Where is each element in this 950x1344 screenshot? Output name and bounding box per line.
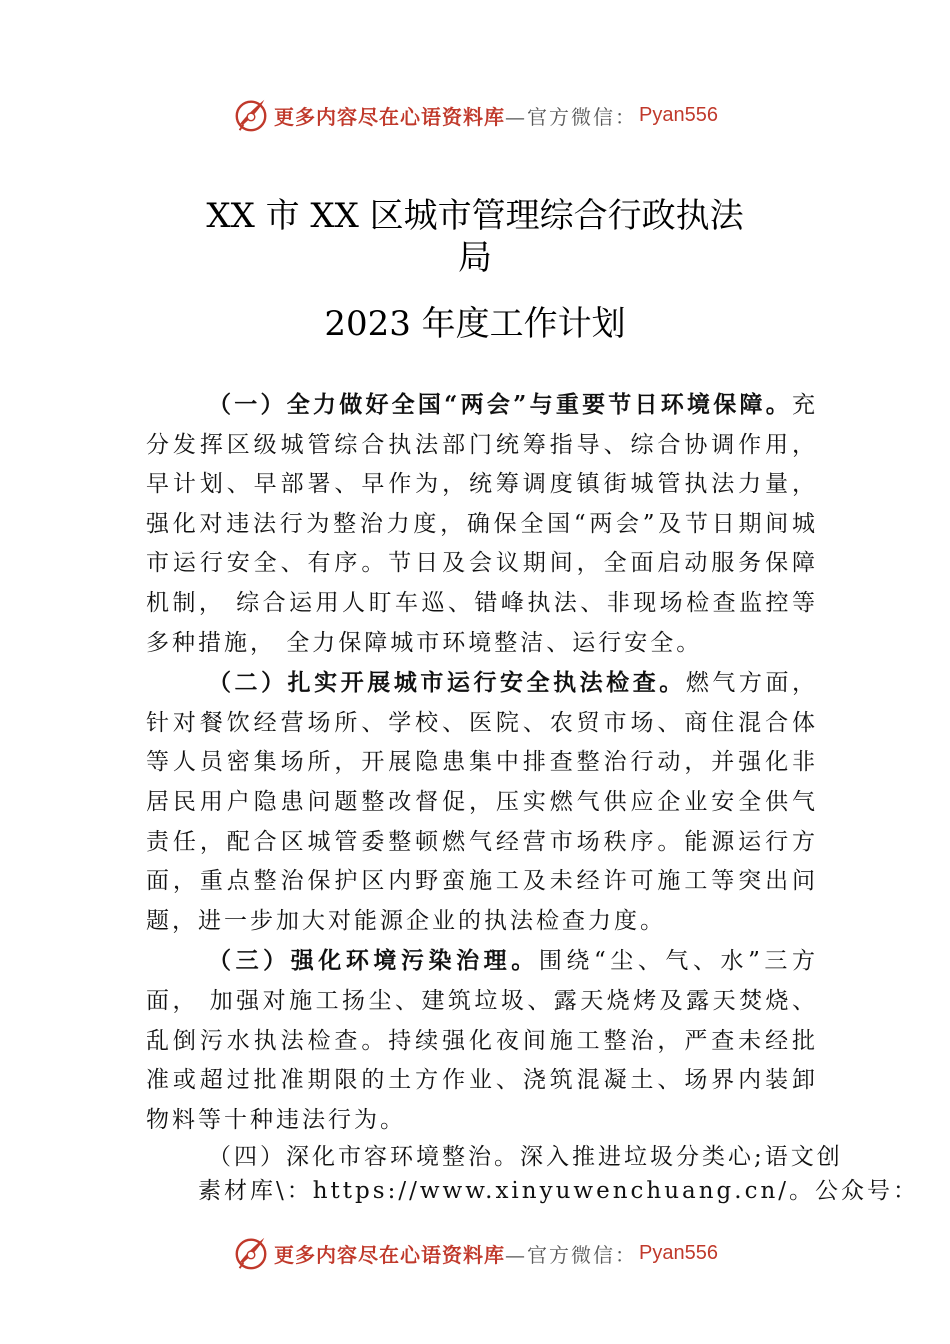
header-banner [0,95,950,135]
quill-seal-logo-icon [232,1234,270,1272]
banner-main-text: 更多内容尽在心语资料库 [274,1242,506,1267]
footer-banner [0,1233,950,1273]
section-paragraph [146,385,818,663]
banner-wechat-id: Pyan556 [639,103,718,126]
section-heading: （二）扎实开展城市运行安全执法检查。 [208,669,686,697]
section-body: 围绕“尘、气、水”三方面， 加强对施工扬尘、建筑垃圾、露天烧烤及露天焚烧、乱倒污水执法检查。持续强化夜间施工整治，严查未经批准或超过批准期限的土方作业、浇筑混凝土、场界内装卸物料等十种违法行为。 [146,948,818,1133]
last-section-line-1: （四）深化市容环境整治。深入推进垃圾分类心;语文创 [208,1144,843,1170]
banner-main-text: 更多内容尽在心语资料库 [274,104,506,129]
quill-seal-logo-icon [232,96,270,134]
banner-sub-text: —官方微信： [505,1242,638,1267]
banner-sub-text: —官方微信： [505,104,638,129]
section-paragraph [146,941,818,1140]
document-title-line-3: 2023 年度工作计划 [324,304,626,344]
document-title-line-1: XX 市 XX 区城市管理综合行政执法 [206,196,744,236]
section-paragraph [146,663,818,941]
section-heading: （三）强化环境污染治理。 [208,947,539,975]
section-body: 燃气方面，针对餐饮经营场所、学校、医院、农贸市场、商住混合体等人员密集场所，开展隐患集中排查整治行动，并强化非居民用户隐患问题整改督促，压实燃气供应企业安全供气责任，配合区城管委整顿燃气经营市场秩序。能源运行方面，重点整治保护区内野蛮施工及未经许可施工等突出问题，进一步加大对能源企业的执法检查力度。 [146,670,819,934]
document-body [146,385,818,1140]
banner-wechat-id: Pyan556 [639,1241,718,1264]
document-title-line-2: 局 [458,238,492,278]
last-section [146,1140,920,1208]
section-body: 充分发挥区级城管综合执法部门统筹指导、综合协调作用，早计划、早部署、早作为，统筹调度镇街城管执法力量，强化对违法行为整治力度，确保全国“两会”及节日期间城市运行安全、有序。节日及会议期间，全面启动服务保障机制， 综合运用人盯车巡、错峰执法、非现场检查监控等多种措施， 全力保障城市环境整洁、运行安全。 [146,392,818,656]
last-section-line-2: 素材库\：https://www.xinyuwenchuang.cn/。公众号： [198,1178,920,1204]
section-heading: （一）全力做好全国“两会”与重要节日环境保障。 [208,391,792,418]
